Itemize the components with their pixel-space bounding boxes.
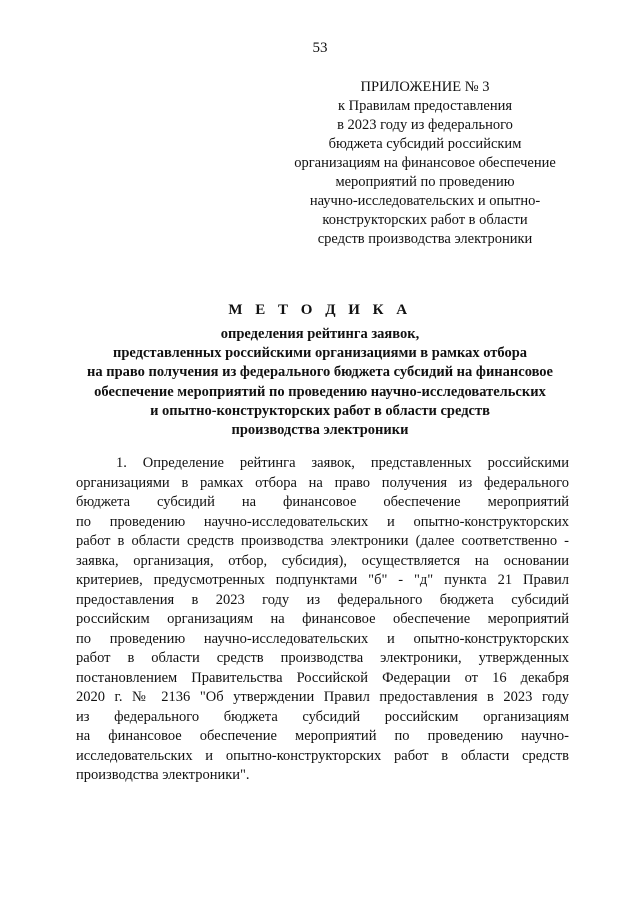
- paragraph-line: производства электроники".: [76, 767, 250, 783]
- appendix-line: в 2023 году из федерального: [337, 117, 513, 133]
- appendix-line: организациям на финансовое обеспечение: [294, 155, 556, 171]
- page-number: 53: [312, 40, 328, 56]
- paragraph-1: [76, 454, 569, 786]
- paragraph-line: 1. Определение рейтинга заявок, представленных российскими: [116, 455, 569, 471]
- paragraph-line: постановлением Правительства Российской Федерации от 16 декабря: [76, 669, 569, 686]
- subtitle-line: и опытно-конструкторских работ в области средств: [150, 402, 490, 419]
- method-title: М Е Т О Д И К А: [228, 302, 412, 318]
- paragraph-line: по проведению научно-исследовательских и опытно-конструкторских: [76, 513, 569, 530]
- paragraph-line: на финансовое обеспечение мероприятий по проведению научно-: [76, 728, 569, 744]
- paragraph-line: заявка, организация, отбор, субсидия), осуществляется на основании: [76, 552, 569, 569]
- paragraph-line: из федерального бюджета субсидий российским организациям: [76, 708, 569, 725]
- subtitle-line: на право получения из федерального бюджета субсидий на финансовое: [87, 364, 553, 381]
- paragraph-line: организациями в рамках отбора на право получения из федерального: [76, 474, 569, 491]
- appendix-line: научно-исследовательских и опытно-: [309, 193, 541, 209]
- paragraph-line: 2020 г. № 2136 "Об утверждении Правил предоставления в 2023 году: [76, 689, 569, 705]
- appendix-line: средств производства электроники: [317, 231, 533, 247]
- paragraph-line: работ в области средств производства электроники (далее соответственно -: [76, 533, 569, 549]
- subtitle-line: производства электроники: [231, 422, 409, 439]
- subtitle-line: представленных российскими организациями в рамках отбора: [112, 345, 528, 362]
- paragraph-line: российским организациям на финансовое обеспечение мероприятий: [76, 611, 569, 627]
- method-subtitle: [40, 325, 600, 440]
- paragraph-line: предоставления в 2023 году из федерального бюджета субсидий: [76, 591, 569, 608]
- paragraph-line: критериев, предусмотренных подпунктами "б" - "д" пункта 21 Правил: [76, 572, 569, 588]
- appendix-title: ПРИЛОЖЕНИЕ № 3: [360, 79, 490, 95]
- appendix-line: конструкторских работ в области: [322, 212, 528, 228]
- paragraph-line: исследовательских и опытно-конструкторских работ в области средств: [76, 747, 569, 764]
- subtitle-line: обеспечение мероприятий по проведению научно-исследовательских: [94, 383, 546, 400]
- appendix-line: мероприятий по проведению: [335, 174, 515, 190]
- subtitle-line: определения рейтинга заявок,: [220, 326, 420, 342]
- paragraph-line: по проведению научно-исследовательских и опытно-конструкторских: [76, 630, 569, 647]
- paragraph-line: работ в области средств производства электроники, утвержденных: [76, 650, 569, 666]
- appendix-line: бюджета субсидий российским: [328, 136, 522, 152]
- appendix-line: к Правилам предоставления: [337, 98, 513, 114]
- paragraph-line: бюджета субсидий на финансовое обеспечение мероприятий: [76, 494, 569, 510]
- appendix-block: [280, 78, 570, 249]
